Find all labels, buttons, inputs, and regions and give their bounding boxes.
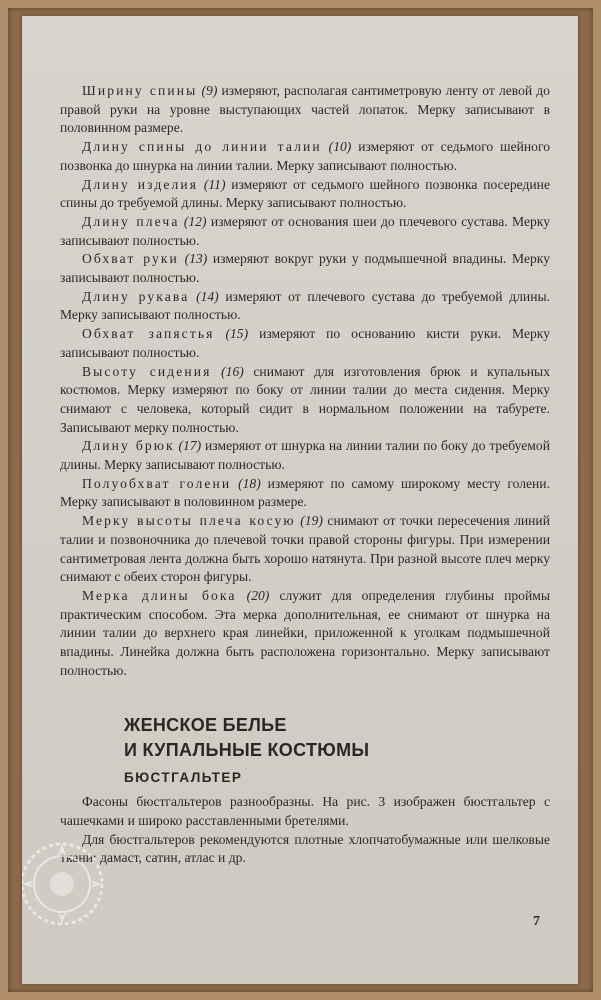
paragraph-text: снимают для изготовления брюк и купальных костюмов. Мерку измеряют по боку от линии талии до места сидения. Мерку снимают с человека, который сидит в нормальном положении на табурете. Записывают мерку полностью. [60, 363, 550, 435]
paragraph-sleeve-length [60, 288, 550, 325]
paragraph-shoulder-length [60, 213, 550, 250]
measure-number: (10) [328, 139, 352, 155]
paragraph-wrist-girth [60, 325, 550, 362]
term: Ширину спины [82, 83, 198, 98]
term: Мерка длины бока [82, 587, 237, 603]
paragraph-back-width [60, 82, 550, 138]
measure-number: (13) [184, 251, 208, 267]
paragraph-back-length [60, 138, 550, 175]
page-number: 7 [533, 914, 540, 929]
book-page [22, 16, 578, 984]
paragraph-seat-height [60, 363, 550, 438]
measure-number: (11) [203, 176, 226, 192]
term: Длину брюк [82, 438, 175, 454]
paragraph-text: служит для определения глубины проймы практическим способом. Эта мерка дополнительная, ее снимают от шнурка на линии талии до верхнего края линейки, приложенной к уголкам подмышечной впадины. Линейка должна быть расположена горизонтально. Мерку записывают полностью. [60, 587, 550, 678]
paragraph-side-length [60, 587, 550, 681]
watermark-seal-icon [22, 838, 108, 930]
measure-number: (16) [221, 363, 244, 379]
term: Длину спины до линии талии [82, 139, 322, 155]
measure-number: (20) [246, 587, 270, 603]
paragraph-text: измеряют, располагая сантиметровую ленту от левой до правой руки на уровне выступающих частей лопаток. Мерку записывают в половинном размере. [60, 83, 550, 136]
measure-number: (12) [183, 213, 207, 229]
paragraph-text: снимают от точки пересечения линий талии и позвоночника до плечевой точки правой стороны фигуры. При измерении сантиметровая лента должна быть хорошо натянута. При разной высоте плеч мерку снимают с обеих сторон фигуры. [60, 513, 550, 585]
paragraph-text: измеряют от основания шеи до плечевого сустава. Мерку записывают полностью. [60, 213, 550, 248]
measure-number: (15) [225, 326, 249, 342]
paragraph-trousers-length [60, 437, 550, 474]
term: Обхват руки [82, 251, 179, 267]
section-subheading: БЮСТГАЛЬТЕР [124, 769, 243, 785]
measure-number: (19) [300, 513, 323, 529]
paragraph-text: измеряют от седьмого шейного позвонка посередине спины до требуемой длины. Мерку записывают полностью. [60, 176, 550, 211]
measure-number: (18) [238, 475, 261, 491]
page-content [60, 82, 550, 868]
term: Полуобхват голени [82, 475, 232, 491]
section-heading-line-2: И КУПАЛЬНЫЕ КОСТЮМЫ [124, 739, 370, 760]
term: Высоту сидения [82, 363, 212, 379]
measure-number: (9) [201, 83, 218, 98]
section-heading [124, 713, 550, 763]
paragraph-bra-fabrics: Для бюстгальтеров рекомендуются плотные хлопчатобумажные или шелковые ткани: дамаст, сатин, атлас и др. [60, 831, 550, 866]
measure-number: (14) [196, 288, 219, 304]
term: Длину плеча [82, 213, 180, 229]
paragraph-garment-length [60, 176, 550, 213]
paragraph-oblique-shoulder-height [60, 512, 550, 587]
paragraph-text: измеряют от плечевого сустава до требуемой длины. Мерку записывают полностью. [60, 288, 550, 323]
paragraph-calf-half-girth [60, 475, 550, 512]
paragraph-arm-girth [60, 250, 550, 287]
paragraph-text: измеряют по основанию кисти руки. Мерку записывают полностью. [60, 326, 550, 360]
term: Длину рукава [82, 288, 190, 304]
section-heading-line-1: ЖЕНСКОЕ БЕЛЬЕ [124, 714, 287, 735]
paragraph-text: измеряют по самому широкому месту голени. Мерку записывают в половинном размере. [60, 475, 550, 510]
term: Мерку высоты плеча косую [82, 513, 296, 529]
measure-number: (17) [178, 438, 202, 454]
paragraph-bra-styles: Фасоны бюстгальтеров разнообразны. На рис. 3 изображен бюстгальтер с чашечками и широко расставленными бретелями. [60, 794, 550, 828]
paragraph-text: измеряют от седьмого шейного позвонка до шнурка на линии талии. Мерку записывают полностью. [60, 139, 550, 173]
term: Обхват запястья [82, 326, 215, 342]
term: Длину изделия [82, 176, 199, 192]
paragraph-text: измеряют вокруг руки у подмышечной впадины. Мерку записывают полностью. [60, 251, 550, 286]
paragraph-text: измеряют от шнурка на линии талии по боку до требуемой длины. Мерку записывают полностью. [60, 438, 550, 473]
